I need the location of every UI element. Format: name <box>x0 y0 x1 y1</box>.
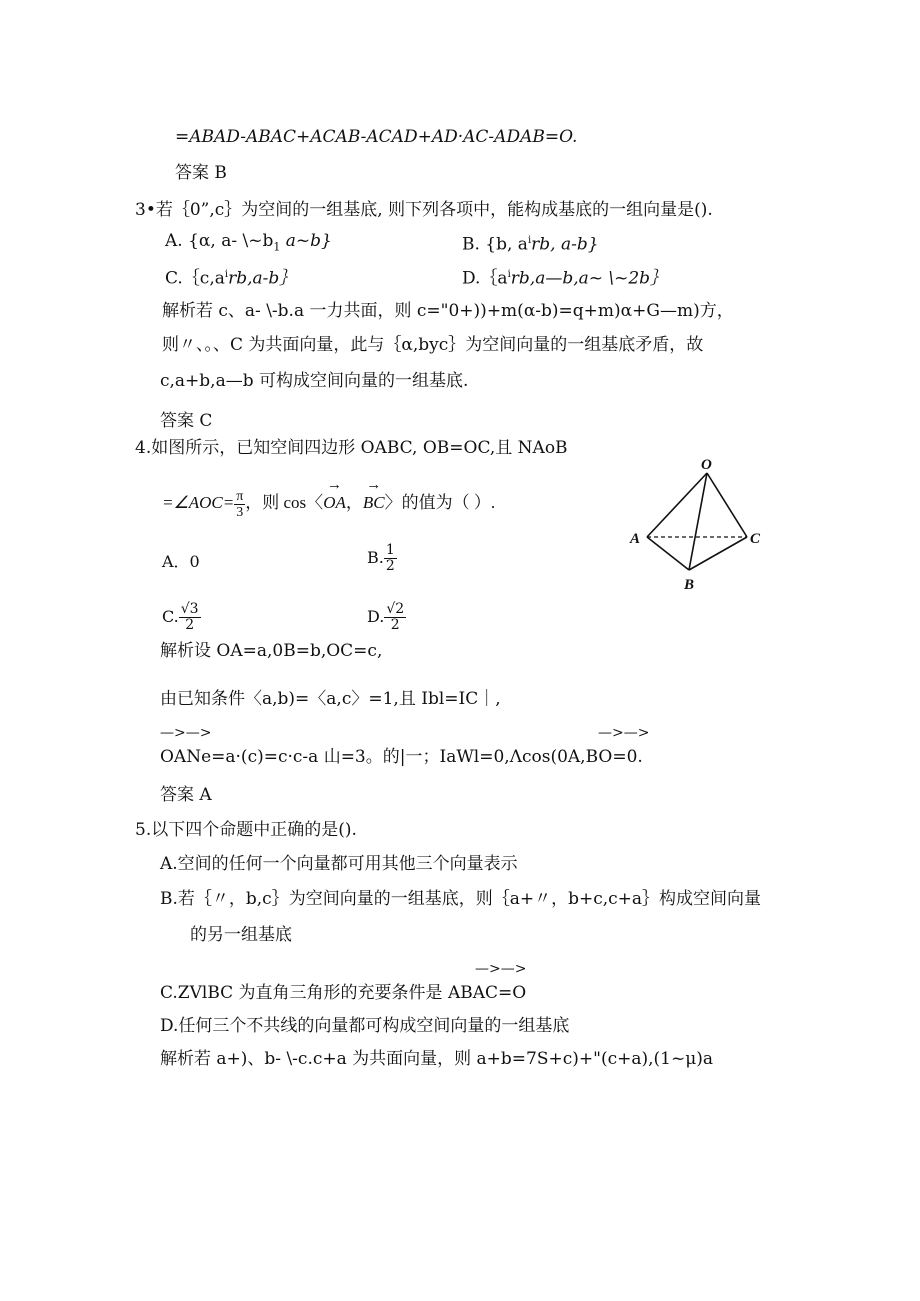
q3-solution-line-2: 则〃、。、C 为共面向量，此与｛α,byc｝为空间向量的一组基底矛盾，故 <box>162 335 704 355</box>
vector-bc-label: BC <box>362 493 385 512</box>
q4-option-d-label: D. <box>367 607 385 626</box>
frac-num: √3 <box>180 601 199 617</box>
question-4: 4.如图所示，已知空间四边形 OABC, OB=OC,且 NAoB <box>135 438 568 458</box>
vector-arrow: → <box>327 477 343 493</box>
frac-den: 2 <box>385 558 395 574</box>
q3-option-c-text: C.｛c,a <box>165 268 225 289</box>
q4-option-d <box>367 597 406 637</box>
q3-option-c-sup: i <box>224 269 229 280</box>
q4-option-b <box>367 540 397 576</box>
q4-solution-line-1: 解析设 OA=a,0B=b,OC=c, <box>160 641 383 661</box>
q3-option-d-tail: rb,a—b,a~ \~2b｝ <box>510 268 668 289</box>
q3-option-d-sup: i <box>507 269 511 280</box>
q5-arrow-marks: —>—> <box>475 961 527 977</box>
q4-frac-den: 3 <box>236 504 244 520</box>
answer-label: 答案 C <box>160 411 213 431</box>
answer-label: 答案 A <box>160 785 212 805</box>
question-3: 3•若｛0”,c｝为空间的一组基底, 则下列各项中，能构成基底的一组向量是(). <box>135 200 713 220</box>
q3-option-a <box>165 230 332 258</box>
equation-line: =ABAD-ABAC+ACAB-ACAD+AD·AC-ADAB=O. <box>175 127 578 147</box>
vector-oa-label: OA <box>323 493 346 512</box>
vertex-label-b: B <box>684 577 695 593</box>
q4-option-c <box>162 597 201 637</box>
q4-frac-num: π <box>236 488 244 504</box>
frac-num: √2 <box>386 601 405 617</box>
question-5: 5.以下四个命题中正确的是(). <box>135 820 357 840</box>
q3-option-d-text: D.｛a <box>462 268 508 289</box>
q4-solution-line-3: OANe=a·(c)=c·c-a 山=3。的|一；IaWl=0,Λcos(0A,BO=0. <box>160 747 643 767</box>
q5-option-a: A.空间的任何一个向量都可用其他三个向量表示 <box>160 854 518 874</box>
edge-ob <box>689 473 707 570</box>
vector-oa <box>323 477 346 521</box>
q4-fraction-pi-3 <box>234 489 245 520</box>
q5-option-b-line-2: 的另一组基底 <box>190 925 292 945</box>
q3-solution-line-3: c,a+b,a—b 可构成空间向量的一组基底. <box>160 371 469 391</box>
q5-option-d: D.任何三个不共线的向量都可构成空间向量的一组基底 <box>160 1016 570 1036</box>
edge-oa <box>647 473 707 537</box>
vertex-label-c: C <box>750 531 761 547</box>
q3-option-d <box>462 264 667 290</box>
q4-option-c-fraction <box>179 602 201 633</box>
q4-arrow-marks-left: —>—> <box>160 725 212 741</box>
q3-option-b <box>462 230 599 256</box>
q4-option-b-fraction <box>384 543 397 574</box>
q3-option-a-text: A. {α, a- \~b <box>165 231 274 251</box>
q3-option-b-text: B. {b, a <box>462 234 528 255</box>
q3-option-a-tail: a~b} <box>280 231 332 251</box>
tetrahedron-figure <box>625 455 775 595</box>
vector-bc <box>362 477 385 521</box>
q4-option-d-fraction <box>384 602 406 633</box>
q4-eq-comma: ， <box>345 493 363 512</box>
q4-eq-mid: ，则 cos〈 <box>245 493 324 512</box>
frac-num: 1 <box>385 542 395 558</box>
frac-den: 2 <box>185 617 195 633</box>
q4-option-b-label: B. <box>367 548 384 567</box>
answer-label: 答案 B <box>175 163 227 183</box>
edge-ab <box>647 537 689 570</box>
vertex-label-a: A <box>630 531 641 547</box>
edge-oc <box>707 473 747 537</box>
q5-option-c: C.ZVlBC 为直角三角形的充要条件是 ABAC=O <box>160 983 527 1003</box>
q3-solution-line-1: 解析若 c、a- \-b.a 一力共面，则 c="0+))+m(α-b)=q+m)α+G—m)方， <box>162 301 734 321</box>
q3-option-c <box>165 264 296 290</box>
q5-solution-line: 解析若 a+)、b- \-c.c+a 为共面向量，则 a+b=7S+c)+"(c+a),(1~μ)a <box>160 1049 714 1069</box>
q5-option-b-line-1: B.若｛〃，b,c｝为空间向量的一组基底，则｛a+〃，b+c,c+a｝构成空间向量 <box>160 889 762 909</box>
q3-option-c-tail: rb,a-b｝ <box>228 268 297 289</box>
vertex-label-o: O <box>701 457 712 473</box>
q4-solution-line-2: 由已知条件〈a,b)=〈a,c〉=1,且 Ibl=IC｜, <box>160 689 501 709</box>
q4-equation <box>162 477 496 521</box>
q4-option-c-label: C. <box>162 607 179 626</box>
frac-den: 2 <box>390 617 400 633</box>
q4-eq-pre: =∠AOC= <box>162 493 235 512</box>
q3-option-a-sub: 1 <box>273 240 281 254</box>
q4-eq-tail: 〉的值为（ ）. <box>384 493 496 512</box>
vector-arrow: → <box>366 477 382 493</box>
q4-option-a: A．0 <box>162 552 200 571</box>
q3-option-b-sup: i <box>527 235 532 246</box>
edge-bc <box>689 537 747 570</box>
q4-arrow-marks-right: —>—> <box>598 725 650 741</box>
q3-option-b-tail: rb, a-b} <box>531 234 599 255</box>
